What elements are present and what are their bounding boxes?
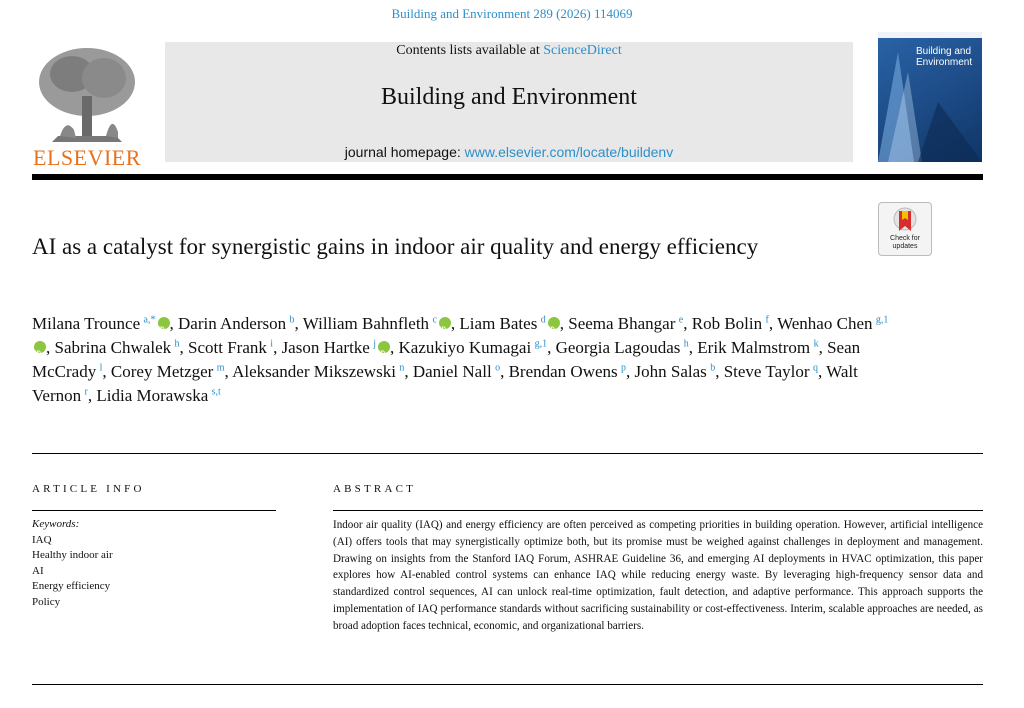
bookmark-icon — [893, 207, 917, 235]
keyword-item: AI — [32, 564, 44, 577]
author-affiliation-link[interactable]: o — [495, 362, 501, 374]
author-name[interactable]: John Salas — [634, 362, 707, 381]
author-entry: Kazukiyo Kumagai $^{g,1}$, — [398, 338, 556, 357]
author-affiliation-link[interactable]: h — [683, 338, 689, 350]
elsevier-logo-text[interactable]: ELSEVIER — [33, 145, 141, 170]
homepage-link[interactable]: www.elsevier.com/locate/buildenv — [464, 144, 674, 160]
journal-banner — [165, 42, 853, 162]
author-name[interactable]: Daniel Nall — [412, 362, 492, 381]
author-name[interactable]: Wenhao Chen — [777, 314, 873, 333]
author-affiliation-link[interactable]: b — [710, 362, 716, 374]
author-name[interactable]: Georgia Lagoudas — [555, 338, 681, 357]
author-entry: Liam Bates $^d$iD , — [459, 314, 568, 333]
sciencedirect-link[interactable]: ScienceDirect — [543, 43, 622, 58]
authors-divider — [32, 453, 983, 454]
author-affiliation-link[interactable]: h — [174, 338, 180, 350]
author-affiliation-link[interactable]: r — [84, 386, 88, 398]
abstract-heading: ABSTRACT — [333, 483, 417, 495]
author-name[interactable]: Jason Hartke — [281, 338, 370, 357]
author-name[interactable]: Erik Malmstrom — [697, 338, 811, 357]
author-entry: Corey Metzger $^m$, — [110, 362, 233, 381]
author-entry: Seema Bhangar $^e$, — [568, 314, 692, 333]
cover-title: Building and Environment — [916, 46, 973, 68]
journal-reference-link[interactable]: Building and Environment 289 (2026) 114069 — [391, 6, 633, 21]
author-entry: Rob Bolin $^f$, — [691, 314, 778, 333]
author-entry: Walt Vernon $^r$, — [32, 362, 858, 405]
author-affiliation-link[interactable]: b — [289, 314, 295, 326]
author-affiliation-link[interactable]: q — [812, 362, 818, 374]
homepage-line — [165, 144, 853, 160]
abstract-bottom-rule — [32, 684, 983, 685]
journal-title[interactable]: Building and Environment — [381, 84, 637, 110]
author-name[interactable]: Milana Trounce — [32, 314, 141, 333]
keyword-item: Healthy indoor air — [32, 549, 113, 562]
orcid-icon[interactable] — [158, 317, 170, 329]
author-affiliation-link[interactable]: l — [99, 362, 103, 374]
author-entry: Scott Frank $^i$, — [188, 338, 282, 357]
author-affiliation-link[interactable]: f — [765, 314, 769, 326]
author-entry: Steve Taylor $^q$, — [723, 362, 827, 381]
keyword-item: Policy — [32, 595, 61, 608]
author-name[interactable]: Darin Anderson — [178, 314, 287, 333]
author-affiliation-link[interactable]: s,t — [211, 386, 221, 398]
author-name[interactable]: Brendan Owens — [508, 362, 618, 381]
keyword-item: Energy efficiency — [32, 580, 111, 593]
author-entry: Sabrina Chwalek $^h$, — [54, 338, 189, 357]
keywords-label: Keywords: — [32, 518, 80, 530]
check-updates-label: Check for updates — [890, 235, 920, 250]
author-name[interactable]: William Bahnfleth — [302, 314, 430, 333]
author-affiliation-link[interactable]: c — [432, 314, 437, 326]
contents-prefix: Contents lists available at — [396, 43, 544, 58]
author-entry: Aleksander Mikszewski $^n$, — [232, 362, 413, 381]
author-affiliation-link[interactable]: p — [621, 362, 627, 374]
author-entry: Brendan Owens $^p$, — [508, 362, 635, 381]
abstract-text: Indoor air quality (IAQ) and energy efficiency are often perceived as competing priorities in building operation. However, artificial intelligence (AI) offers tools that may synergistically optimize both, but its promise must be weighed against challenges in deployment and management. Drawing on insights from the Stanford IAQ Forum, ASHRAE Guideline 36, and emerging AI deployments in HVAC optimization, this paper explores how AI-enabled control systems can enhance IAQ while reducing energy waste. By leveraging high-frequency sensor data and standardized control sequences, AI can unlock real-time optimization, fault detection, and adaptive performance. This approach supports the implementation of IAQ performance standards without sacrificing sustainability or cost-effectiveness. Interim, scalable approaches are needed, as broad adoption faces technical, economic, and organizational barriers. — [333, 519, 983, 632]
homepage-prefix: journal homepage: — [344, 144, 465, 160]
author-entry: Milana Trounce $^{a,*}$iD , — [32, 314, 178, 333]
contents-line — [165, 43, 853, 59]
author-entry: William Bahnfleth $^c$iD , — [303, 314, 460, 333]
orcid-icon[interactable] — [378, 341, 390, 353]
author-entry: Wenhao Chen $^{g,1}$iD, — [32, 314, 888, 357]
author-entry: Daniel Nall $^o$, — [412, 362, 509, 381]
abstract-rule — [333, 510, 983, 511]
author-affiliation-link[interactable]: k — [813, 338, 819, 350]
journal-header — [32, 32, 983, 170]
header-rule — [32, 174, 983, 180]
check-for-updates-badge[interactable] — [878, 202, 932, 256]
author-affiliation-link[interactable]: e — [678, 314, 684, 326]
author-affiliation-link[interactable]: i — [270, 338, 274, 350]
author-name[interactable]: Kazukiyo Kumagai — [398, 338, 532, 357]
article-title: AI as a catalyst for synergistic gains in indoor air quality and energy efficiency — [32, 234, 759, 259]
orcid-icon[interactable] — [548, 317, 560, 329]
author-affiliation-link[interactable]: g,1 — [534, 338, 548, 350]
keywords-block — [32, 517, 113, 611]
author-affiliation-link[interactable]: g,1 — [875, 314, 889, 326]
author-entry: Georgia Lagoudas $^h$, — [555, 338, 698, 357]
author-name[interactable]: Sean McCrady — [32, 338, 861, 381]
orcid-icon[interactable] — [439, 317, 451, 329]
author-name[interactable]: Walt Vernon — [32, 362, 858, 405]
journal-cover-image[interactable] — [878, 32, 982, 162]
author-entry: Sean McCrady $^l$, — [32, 338, 861, 381]
author-affiliation-link[interactable]: d — [540, 314, 546, 326]
orcid-icon[interactable] — [34, 341, 46, 353]
author-name[interactable]: Lidia Morawska — [96, 386, 209, 405]
author-list — [32, 312, 892, 408]
author-affiliation-link[interactable]: j — [373, 338, 377, 350]
author-affiliation-link[interactable]: a,* — [143, 314, 156, 326]
author-affiliation-link[interactable]: n — [399, 362, 405, 374]
author-name[interactable]: Seema Bhangar — [568, 314, 676, 333]
author-name[interactable]: Rob Bolin — [691, 314, 763, 333]
author-entry: Erik Malmstrom $^k$, — [697, 338, 828, 357]
author-affiliation-link[interactable]: m — [216, 362, 225, 374]
author-entry: John Salas $^b$, — [634, 362, 724, 381]
author-entry — [96, 386, 220, 405]
author-name[interactable]: Scott Frank — [188, 338, 267, 357]
keyword-item: IAQ — [32, 533, 52, 546]
article-info-rule — [32, 510, 276, 511]
author-name[interactable]: Sabrina Chwalek — [54, 338, 172, 357]
author-name[interactable]: Steve Taylor — [723, 362, 810, 381]
article-info-heading: ARTICLE INFO — [32, 483, 145, 495]
author-entry: Jason Hartke $^j$iD , — [282, 338, 399, 357]
author-entry: Darin Anderson $^b$, — [178, 314, 303, 333]
author-name[interactable]: Corey Metzger — [110, 362, 214, 381]
author-name[interactable]: Liam Bates — [459, 314, 538, 333]
author-name[interactable]: Aleksander Mikszewski — [232, 362, 396, 381]
